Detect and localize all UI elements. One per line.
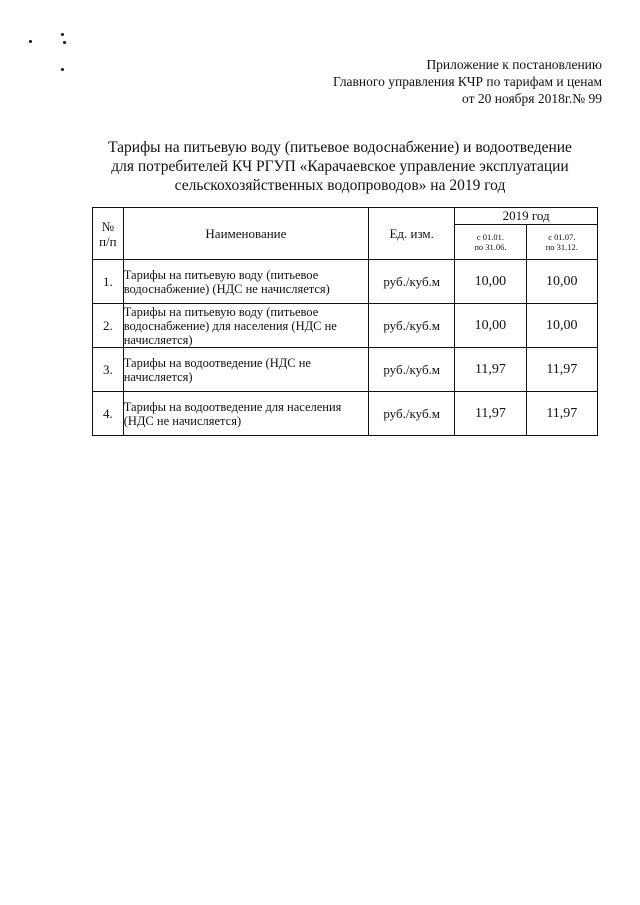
header-period-1 [455, 225, 526, 260]
row-name: Тарифы на питьевую воду (питьевое водоснабжение) для населения (НДС не начисляется) [123, 304, 368, 348]
table-row [93, 304, 598, 348]
appendix-line: от 20 ноября 2018г.№ 99 [462, 91, 602, 106]
table-row [93, 392, 598, 436]
table-row [93, 348, 598, 392]
row-num: 3. [93, 348, 124, 392]
appendix-line: Главного управления КЧР по тарифам и ценам [333, 74, 602, 89]
document-title [60, 138, 620, 195]
header-num-line: п/п [99, 233, 117, 249]
scan-mark [29, 40, 32, 43]
row-value-period-2: 11,97 [526, 348, 597, 392]
title-line: Тарифы на питьевую воду (питьевое водоснабжение) и водоотведение [108, 139, 572, 156]
scan-mark [61, 68, 64, 71]
tariffs-table [92, 207, 598, 436]
header-num-line: № [101, 218, 115, 234]
title-line: сельскохозяйственных водопроводов» на 2019 год [174, 177, 506, 194]
row-name: Тарифы на водоотведение (НДС не начисляется) [123, 348, 368, 392]
row-unit: руб./куб.м [369, 392, 455, 436]
row-value-period-1: 10,00 [455, 304, 526, 348]
table-row [93, 260, 598, 304]
appendix-note [333, 56, 602, 107]
period-line: по 31.12. [545, 242, 578, 252]
scan-mark [61, 33, 64, 36]
appendix-line: Приложение к постановлению [426, 57, 602, 72]
row-value-period-1: 10,00 [455, 260, 526, 304]
row-name: Тарифы на питьевую воду (питьевое водоснабжение) (НДС не начисляется) [123, 260, 368, 304]
row-unit: руб./куб.м [369, 304, 455, 348]
row-value-period-2: 10,00 [526, 304, 597, 348]
row-value-period-1: 11,97 [455, 348, 526, 392]
scan-mark [63, 41, 66, 44]
row-value-period-2: 10,00 [526, 260, 597, 304]
row-value-period-1: 11,97 [455, 392, 526, 436]
row-value-period-2: 11,97 [526, 392, 597, 436]
period-line: по 31.06. [474, 242, 507, 252]
row-name: Тарифы на водоотведение для населения (НДС не начисляется) [123, 392, 368, 436]
row-num: 4. [93, 392, 124, 436]
header-num [93, 208, 124, 260]
header-year: 2019 год [455, 208, 598, 225]
period-line: с 01.07. [548, 232, 576, 242]
row-unit: руб./куб.м [369, 260, 455, 304]
header-period-2 [526, 225, 597, 260]
title-line: для потребителей КЧ РГУП «Карачаевское управление эксплуатации [111, 158, 569, 175]
row-num: 1. [93, 260, 124, 304]
period-line: с 01.01. [476, 232, 504, 242]
row-unit: руб./куб.м [369, 348, 455, 392]
header-unit: Ед. изм. [369, 208, 455, 260]
header-name: Наименование [123, 208, 368, 260]
row-num: 2. [93, 304, 124, 348]
